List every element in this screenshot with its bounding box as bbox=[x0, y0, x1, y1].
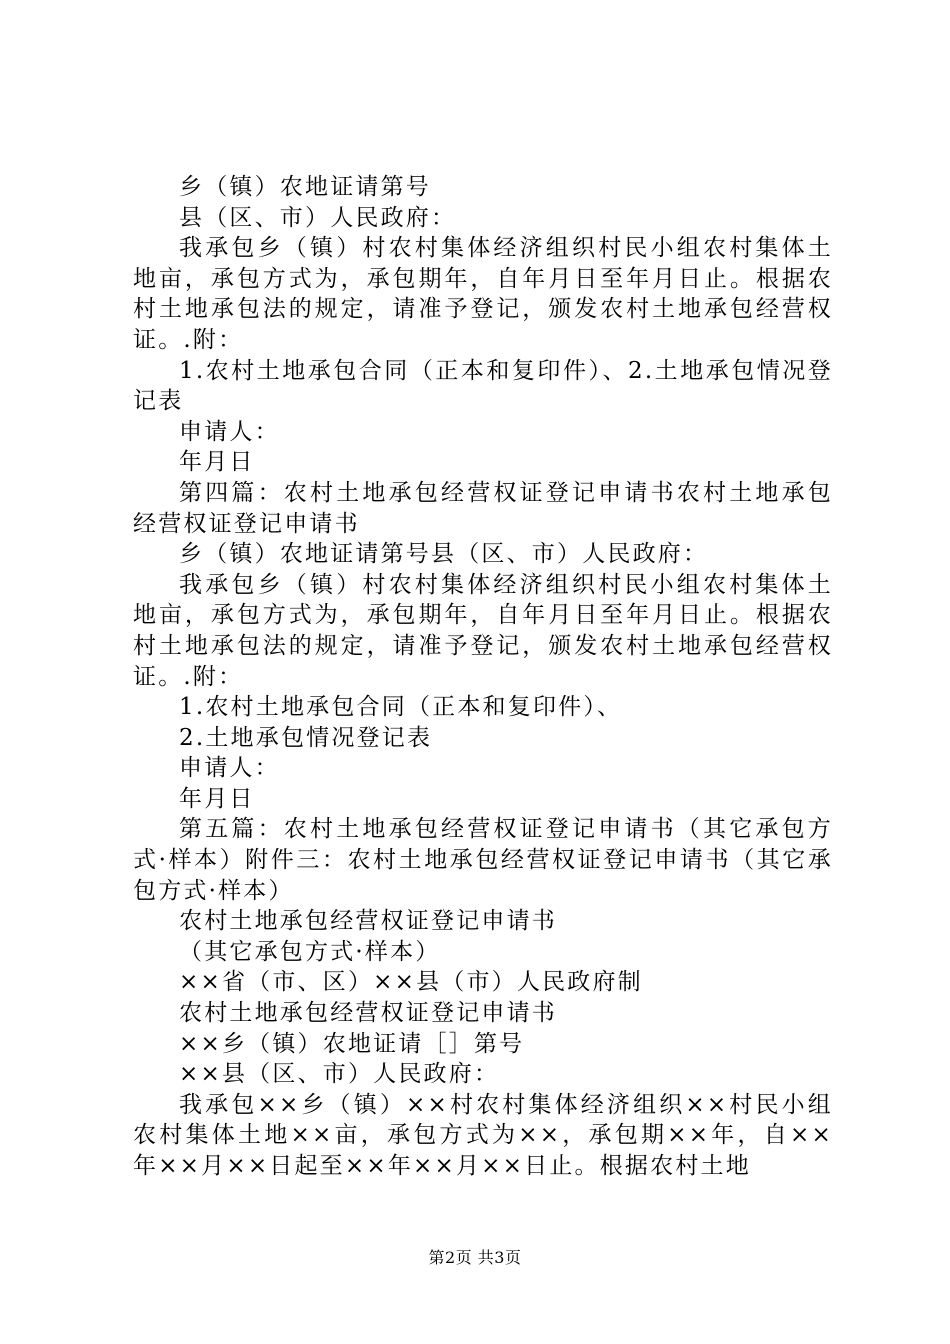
paragraph-16: （其它承包方式·样本） bbox=[179, 938, 441, 965]
paragraph-3: 我承包乡（镇）村农村集体经济组织村民小组农村集体土地亩，承包方式为，承包期年，自年月日至年月日止。根据农村土地承包法的规定，请准予登记，颁发农村土地承包经营权证。.附： bbox=[133, 235, 833, 353]
paragraph-6: 年月日 bbox=[179, 449, 255, 476]
paragraph-9: 我承包乡（镇）村农村集体经济组织村民小组农村集体土地亩，承包方式为，承包期年，自年月日至年月日止。根据农村土地承包法的规定，请准予登记，颁发农村土地承包经营权证。.附： bbox=[133, 571, 833, 690]
paragraph-17: ××省（市、区）××县（市）人民政府制 bbox=[179, 969, 643, 996]
section-heading-5: 第五篇：农村土地承包经营权证登记申请书（其它承包方式·样本）附件三：农村土地承包经营权证登记申请书（其它承包方式·样本） bbox=[133, 816, 833, 904]
document-body bbox=[133, 172, 833, 1182]
paragraph-2: 县（区、市）人民政府： bbox=[179, 204, 457, 231]
paragraph-1: 乡（镇）农地证请第号 bbox=[179, 174, 431, 200]
paragraph-18: 农村土地承包经营权证登记申请书 bbox=[179, 1000, 557, 1027]
paragraph-13: 年月日 bbox=[179, 785, 255, 812]
paragraph-12: 申请人： bbox=[179, 755, 280, 782]
paragraph-20: ××县（区、市）人民政府： bbox=[179, 1061, 500, 1088]
paragraph-5: 申请人： bbox=[179, 418, 280, 445]
section-heading-4: 第四篇：农村土地承包经营权证登记申请书农村土地承包经营权证登记申请书 bbox=[133, 479, 833, 537]
paragraph-15: 农村土地承包经营权证登记申请书 bbox=[179, 908, 557, 935]
page-number-footer: 第2页 共3页 bbox=[428, 1248, 522, 1267]
paragraph-10: 1.农村土地承包合同（正本和复印件）、 bbox=[179, 694, 623, 721]
paragraph-19: ××乡（镇）农地证请［］第号 bbox=[179, 1030, 525, 1057]
paragraph-8: 乡（镇）农地证请第号县（区、市）人民政府： bbox=[179, 541, 709, 568]
paragraph-11: 2.土地承包情况登记表 bbox=[179, 724, 433, 751]
paragraph-4: 1.农村土地承包合同（正本和复印件）、2.土地承包情况登记表 bbox=[133, 357, 833, 415]
paragraph-21: 我承包××乡（镇）××村农村集体经济组织××村民小组农村集体土地××亩，承包方式为××，承包期××年，自××年××月××日起至××年××月××日止。根据农村土地 bbox=[133, 1091, 833, 1179]
